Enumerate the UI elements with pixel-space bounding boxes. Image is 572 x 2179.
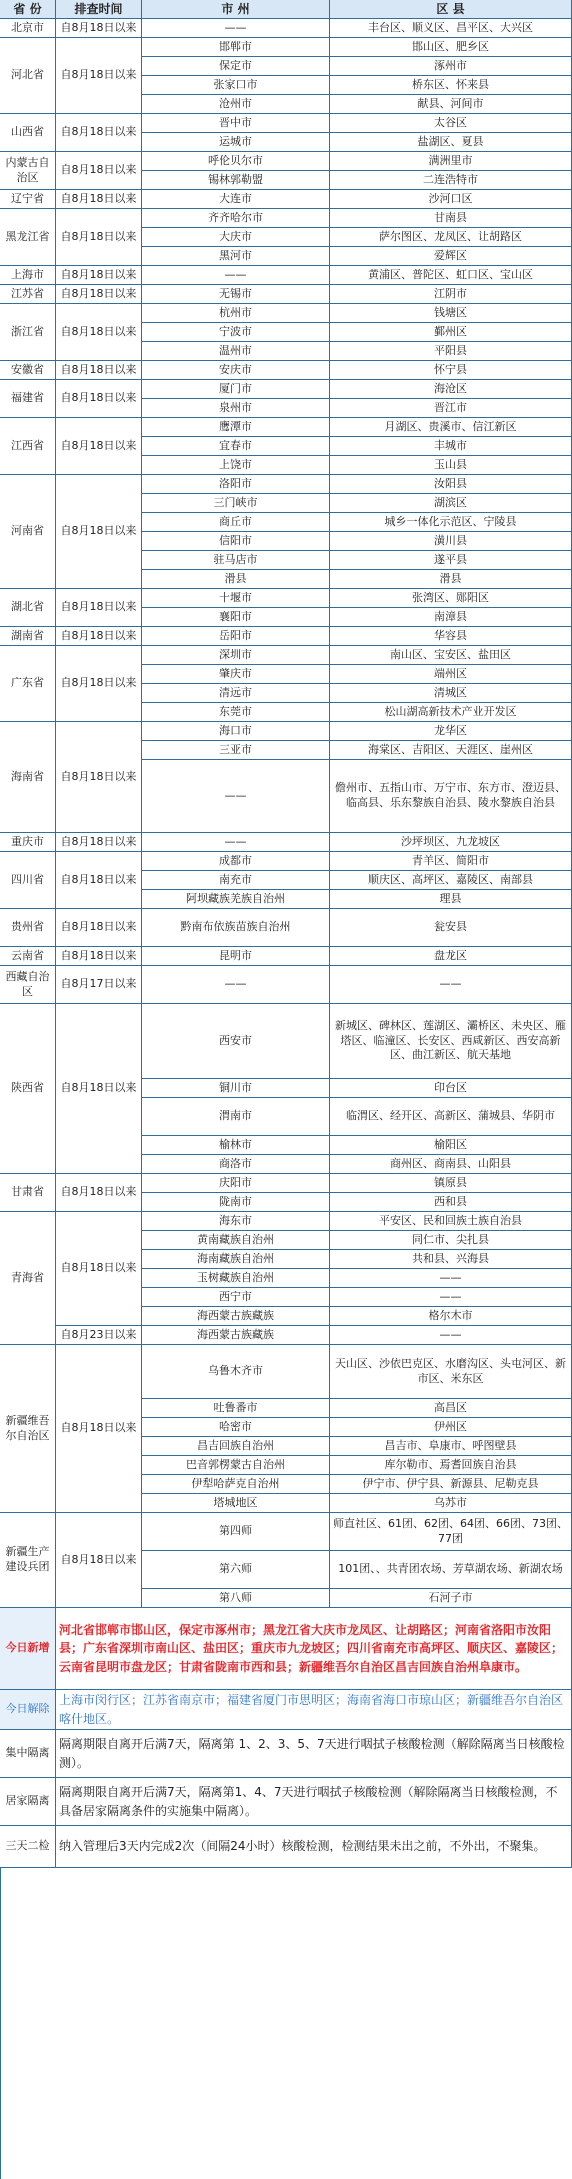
- screening-time-cell: 自8月18日以来: [56, 19, 142, 38]
- city-cell: 西宁市: [142, 1288, 330, 1307]
- city-cell: 晋中市: [142, 114, 330, 133]
- province-cell: 陕西省: [0, 1004, 56, 1174]
- city-cell: ——: [142, 19, 330, 38]
- province-cell: 海南省: [0, 722, 56, 833]
- district-cell: 石河子市: [330, 1589, 572, 1608]
- city-cell: 保定市: [142, 57, 330, 76]
- city-cell: 齐齐哈尔市: [142, 209, 330, 228]
- district-cell: 太谷区: [330, 114, 572, 133]
- district-cell: 萨尔图区、龙凤区、让胡路区: [330, 228, 572, 247]
- district-cell: 满洲里市: [330, 152, 572, 171]
- screening-time-cell: 自8月18日以来: [56, 190, 142, 209]
- district-cell: 伊宁市、伊宁县、新源县、尼勒克县: [330, 1475, 572, 1494]
- screening-time-cell: 自8月18日以来: [56, 285, 142, 304]
- city-cell: 庆阳市: [142, 1174, 330, 1193]
- city-cell: 铜川市: [142, 1079, 330, 1098]
- district-cell: 同仁市、尖扎县: [330, 1231, 572, 1250]
- district-cell: 涿州市: [330, 57, 572, 76]
- city-cell: 洛阳市: [142, 475, 330, 494]
- city-cell: 南充市: [142, 871, 330, 890]
- city-cell: 第六师: [142, 1551, 330, 1589]
- screening-time-cell: 自8月18日以来: [56, 266, 142, 285]
- district-cell: 钱塘区: [330, 304, 572, 323]
- city-cell: 乌鲁木齐市: [142, 1345, 330, 1399]
- screening-time-cell: 自8月18日以来: [56, 947, 142, 966]
- district-cell: 库尔勒市、焉耆回族自治县: [330, 1456, 572, 1475]
- district-cell: 潢川县: [330, 532, 572, 551]
- district-cell: 瓮安县: [330, 909, 572, 947]
- district-cell: 盘龙区: [330, 947, 572, 966]
- district-cell: 晋江市: [330, 399, 572, 418]
- city-cell: 清远市: [142, 684, 330, 703]
- district-cell: 盐湖区、夏县: [330, 133, 572, 152]
- district-cell: 共和县、兴海县: [330, 1250, 572, 1269]
- district-cell: 师直社区、61团、62团、64团、66团、73团、77团: [330, 1513, 572, 1551]
- city-cell: 深圳市: [142, 646, 330, 665]
- district-cell: 玉山县: [330, 456, 572, 475]
- header-district: 区 县: [330, 0, 572, 19]
- province-cell: 四川省: [0, 852, 56, 909]
- district-cell: 海棠区、吉阳区、天涯区、崖州区: [330, 741, 572, 760]
- city-cell: 渭南市: [142, 1098, 330, 1136]
- city-cell: 呼伦贝尔市: [142, 152, 330, 171]
- city-cell: 宜春市: [142, 437, 330, 456]
- district-cell: 二连浩特市: [330, 171, 572, 190]
- city-cell: 昌吉回族自治州: [142, 1437, 330, 1456]
- city-cell: 驻马店市: [142, 551, 330, 570]
- city-cell: 第八师: [142, 1589, 330, 1608]
- province-cell: 新疆维吾尔自治区: [0, 1345, 56, 1513]
- province-cell: 湖北省: [0, 589, 56, 627]
- district-cell: 沙河口区: [330, 190, 572, 209]
- screening-time-cell: 自8月18日以来: [56, 1345, 142, 1513]
- city-cell: 黔南布依族苗族自治州: [142, 909, 330, 947]
- province-cell: 内蒙古自治区: [0, 152, 56, 190]
- district-cell: 伊州区: [330, 1418, 572, 1437]
- city-cell: 塔城地区: [142, 1494, 330, 1513]
- note-label: 集中隔离: [0, 1730, 56, 1778]
- note-label: 今日解除: [0, 1690, 56, 1730]
- city-cell: ——: [142, 966, 330, 1004]
- province-cell: 云南省: [0, 947, 56, 966]
- city-cell: 商丘市: [142, 513, 330, 532]
- city-cell: 运城市: [142, 133, 330, 152]
- city-cell: 东莞市: [142, 703, 330, 722]
- province-cell: 安徽省: [0, 361, 56, 380]
- screening-time-cell: 自8月18日以来: [56, 418, 142, 475]
- screening-time-cell: 自8月18日以来: [56, 475, 142, 589]
- province-cell: 青海省: [0, 1212, 56, 1345]
- screening-time-cell: 自8月18日以来: [56, 852, 142, 909]
- district-cell: 清城区: [330, 684, 572, 703]
- screening-time-cell: 自8月18日以来: [56, 646, 142, 722]
- screening-time-cell: 自8月18日以来: [56, 589, 142, 627]
- district-cell: 格尔木市: [330, 1307, 572, 1326]
- district-cell: 爱辉区: [330, 247, 572, 266]
- district-cell: 汝阳县: [330, 475, 572, 494]
- city-cell: 安庆市: [142, 361, 330, 380]
- city-cell: 阿坝藏族羌族自治州: [142, 890, 330, 909]
- district-cell: 101团、、共青团农场、芳草湖农场、新湖农场: [330, 1551, 572, 1589]
- note-label: 居家隔离: [0, 1778, 56, 1826]
- city-cell: 宁波市: [142, 323, 330, 342]
- province-cell: 浙江省: [0, 304, 56, 361]
- district-cell: 滑县: [330, 570, 572, 589]
- district-cell: 高昌区: [330, 1399, 572, 1418]
- district-cell: 儋州市、五指山市、万宁市、东方市、澄迈县、临高县、乐东黎族自治县、陵水黎族自治县: [330, 760, 572, 833]
- city-cell: 信阳市: [142, 532, 330, 551]
- screening-time-cell: 自8月23日以来: [56, 1326, 142, 1345]
- district-cell: 龙华区: [330, 722, 572, 741]
- district-cell: 遂平县: [330, 551, 572, 570]
- city-cell: 三亚市: [142, 741, 330, 760]
- district-cell: 理县: [330, 890, 572, 909]
- screening-time-cell: 自8月18日以来: [56, 722, 142, 833]
- province-cell: 福建省: [0, 380, 56, 418]
- province-cell: 重庆市: [0, 833, 56, 852]
- screening-time-cell: 自8月18日以来: [56, 833, 142, 852]
- district-cell: 江阴市: [330, 285, 572, 304]
- district-cell: 昌吉市、阜康市、呼图壁县: [330, 1437, 572, 1456]
- city-cell: 张家口市: [142, 76, 330, 95]
- city-cell: 襄阳市: [142, 608, 330, 627]
- province-cell: 江苏省: [0, 285, 56, 304]
- note-text: 纳入管理后3天内完成2次（间隔24小时）核酸检测，检测结果未出之前，不外出，不聚集。: [56, 1826, 572, 1868]
- city-cell: 成都市: [142, 852, 330, 871]
- city-cell: 沧州市: [142, 95, 330, 114]
- district-cell: 怀宁县: [330, 361, 572, 380]
- district-cell: 西和县: [330, 1193, 572, 1212]
- screening-time-cell: 自8月18日以来: [56, 380, 142, 418]
- district-cell: 顺庆区、高坪区、嘉陵区、南部县: [330, 871, 572, 890]
- screening-time-cell: 自8月18日以来: [56, 1212, 142, 1326]
- district-cell: 端州区: [330, 665, 572, 684]
- screening-time-cell: 自8月18日以来: [56, 1174, 142, 1212]
- screening-time-cell: 自8月18日以来: [56, 304, 142, 361]
- district-cell: 城乡一体化示范区、宁陵县: [330, 513, 572, 532]
- screening-time-cell: 自8月18日以来: [56, 152, 142, 190]
- city-cell: 杭州市: [142, 304, 330, 323]
- screening-time-cell: 自8月18日以来: [56, 114, 142, 152]
- city-cell: 玉树藏族自治州: [142, 1269, 330, 1288]
- district-cell: 张湾区、郧阳区: [330, 589, 572, 608]
- city-cell: 温州市: [142, 342, 330, 361]
- district-cell: 沙坪坝区、九龙坡区: [330, 833, 572, 852]
- note-text: 隔离期限自离开后满7天，隔离第 1、2、3、5、7天进行咽拭子核酸检测（解除隔离当日核酸检测）。: [56, 1730, 572, 1778]
- city-cell: 锡林郭勒盟: [142, 171, 330, 190]
- district-cell: 新城区、碑林区、莲湖区、灞桥区、未央区、雁塔区、临潼区、长安区、西咸新区、西安高新区、曲江新区、航天基地: [330, 1004, 572, 1079]
- district-cell: 松山湖高新技术产业开发区: [330, 703, 572, 722]
- province-cell: 黑龙江省: [0, 209, 56, 266]
- province-cell: 湖南省: [0, 627, 56, 646]
- city-cell: 鹰潭市: [142, 418, 330, 437]
- district-cell: 南漳县: [330, 608, 572, 627]
- district-cell: 月湖区、贵溪市、信江新区: [330, 418, 572, 437]
- district-cell: 海沧区: [330, 380, 572, 399]
- district-cell: 临渭区、经开区、高新区、蒲城县、华阴市: [330, 1098, 572, 1136]
- note-label: 三天二检: [0, 1826, 56, 1868]
- city-cell: 伊犁哈萨克自治州: [142, 1475, 330, 1494]
- city-cell: 吐鲁番市: [142, 1399, 330, 1418]
- district-cell: 华容县: [330, 627, 572, 646]
- city-cell: ——: [142, 760, 330, 833]
- note-label: 今日新增: [0, 1608, 56, 1690]
- district-cell: ——: [330, 1288, 572, 1307]
- district-cell: 平阳县: [330, 342, 572, 361]
- city-cell: 海南藏族自治州: [142, 1250, 330, 1269]
- city-cell: 商洛市: [142, 1155, 330, 1174]
- city-cell: 无锡市: [142, 285, 330, 304]
- province-cell: 新疆生产建设兵团: [0, 1513, 56, 1608]
- district-cell: 鄞州区: [330, 323, 572, 342]
- city-cell: 邯郸市: [142, 38, 330, 57]
- district-cell: 商州区、商南县、山阳县: [330, 1155, 572, 1174]
- province-cell: 江西省: [0, 418, 56, 475]
- screening-time-cell: 自8月18日以来: [56, 1004, 142, 1174]
- city-cell: 大连市: [142, 190, 330, 209]
- note-text: 上海市闵行区；江苏省南京市；福建省厦门市思明区；海南省海口市琼山区；新疆维吾尔自治区喀什地区。: [56, 1690, 572, 1730]
- district-cell: ——: [330, 966, 572, 1004]
- city-cell: 海西蒙古族藏族: [142, 1307, 330, 1326]
- city-cell: 厦门市: [142, 380, 330, 399]
- district-cell: 桥东区、怀来县: [330, 76, 572, 95]
- city-cell: 泉州市: [142, 399, 330, 418]
- note-text: 河北省邯郸市邯山区，保定市涿州市；黑龙江省大庆市龙凤区、让胡路区；河南省洛阳市汝阳县；广东省深圳市南山区、盐田区；重庆市九龙坡区；四川省南充市高坪区、顺庆区、嘉陵区；云南省昆明市盘龙区；甘肃省陇南市西和县；新疆维吾尔自治区昌吉回族自治州阜康市。: [56, 1608, 572, 1690]
- header-time: 排查时间: [56, 0, 142, 19]
- district-cell: 甘南县: [330, 209, 572, 228]
- city-cell: 海东市: [142, 1212, 330, 1231]
- screening-time-cell: 自8月17日以来: [56, 966, 142, 1004]
- province-cell: 河北省: [0, 38, 56, 114]
- city-cell: ——: [142, 266, 330, 285]
- city-cell: 上饶市: [142, 456, 330, 475]
- city-cell: 陇南市: [142, 1193, 330, 1212]
- city-cell: 黑河市: [142, 247, 330, 266]
- province-cell: 河南省: [0, 475, 56, 589]
- city-cell: 巴音郭楞蒙古自治州: [142, 1456, 330, 1475]
- district-cell: 榆阳区: [330, 1136, 572, 1155]
- province-cell: 北京市: [0, 19, 56, 38]
- district-cell: 镇原县: [330, 1174, 572, 1193]
- city-cell: 昆明市: [142, 947, 330, 966]
- district-cell: ——: [330, 1326, 572, 1345]
- header-province: 省 份: [0, 0, 56, 19]
- province-cell: 山西省: [0, 114, 56, 152]
- header-city: 市 州: [142, 0, 330, 19]
- city-cell: 大庆市: [142, 228, 330, 247]
- screening-time-cell: 自8月18日以来: [56, 361, 142, 380]
- district-cell: 丰台区、顺义区、昌平区、大兴区: [330, 19, 572, 38]
- city-cell: 肇庆市: [142, 665, 330, 684]
- screening-time-cell: 自8月18日以来: [56, 1513, 142, 1608]
- city-cell: 滑县: [142, 570, 330, 589]
- city-cell: ——: [142, 833, 330, 852]
- city-cell: 榆林市: [142, 1136, 330, 1155]
- province-cell: 甘肃省: [0, 1174, 56, 1212]
- province-cell: 广东省: [0, 646, 56, 722]
- city-cell: 海口市: [142, 722, 330, 741]
- city-cell: 西安市: [142, 1004, 330, 1079]
- city-cell: 十堰市: [142, 589, 330, 608]
- district-cell: 印台区: [330, 1079, 572, 1098]
- district-cell: 乌苏市: [330, 1494, 572, 1513]
- note-text: 隔离期限自离开后满7天，隔离第1、4、7天进行咽拭子核酸检测（解除隔离当日核酸检测，不具备居家隔离条件的实施集中隔离）。: [56, 1778, 572, 1826]
- screening-time-cell: 自8月18日以来: [56, 627, 142, 646]
- city-cell: 海西蒙古族藏族: [142, 1326, 330, 1345]
- district-cell: 天山区、沙依巴克区、水磨沟区、头屯河区、新市区、米东区: [330, 1345, 572, 1399]
- district-cell: 平安区、民和回族土族自治县: [330, 1212, 572, 1231]
- province-cell: 上海市: [0, 266, 56, 285]
- screening-time-cell: 自8月18日以来: [56, 209, 142, 266]
- city-cell: 第四师: [142, 1513, 330, 1551]
- district-cell: 献县、河间市: [330, 95, 572, 114]
- city-cell: 黄南藏族自治州: [142, 1231, 330, 1250]
- city-cell: 哈密市: [142, 1418, 330, 1437]
- district-cell: 丰城市: [330, 437, 572, 456]
- city-cell: 三门峡市: [142, 494, 330, 513]
- province-cell: 西藏自治区: [0, 966, 56, 1004]
- city-cell: 岳阳市: [142, 627, 330, 646]
- district-cell: 青羊区、简阳市: [330, 852, 572, 871]
- province-cell: 辽宁省: [0, 190, 56, 209]
- screening-time-cell: 自8月18日以来: [56, 38, 142, 114]
- province-cell: 贵州省: [0, 909, 56, 947]
- screening-time-cell: 自8月18日以来: [56, 909, 142, 947]
- district-cell: 邯山区、肥乡区: [330, 38, 572, 57]
- district-cell: 湖滨区: [330, 494, 572, 513]
- district-cell: 黄浦区、普陀区、虹口区、宝山区: [330, 266, 572, 285]
- district-cell: 南山区、宝安区、盐田区: [330, 646, 572, 665]
- district-cell: ——: [330, 1269, 572, 1288]
